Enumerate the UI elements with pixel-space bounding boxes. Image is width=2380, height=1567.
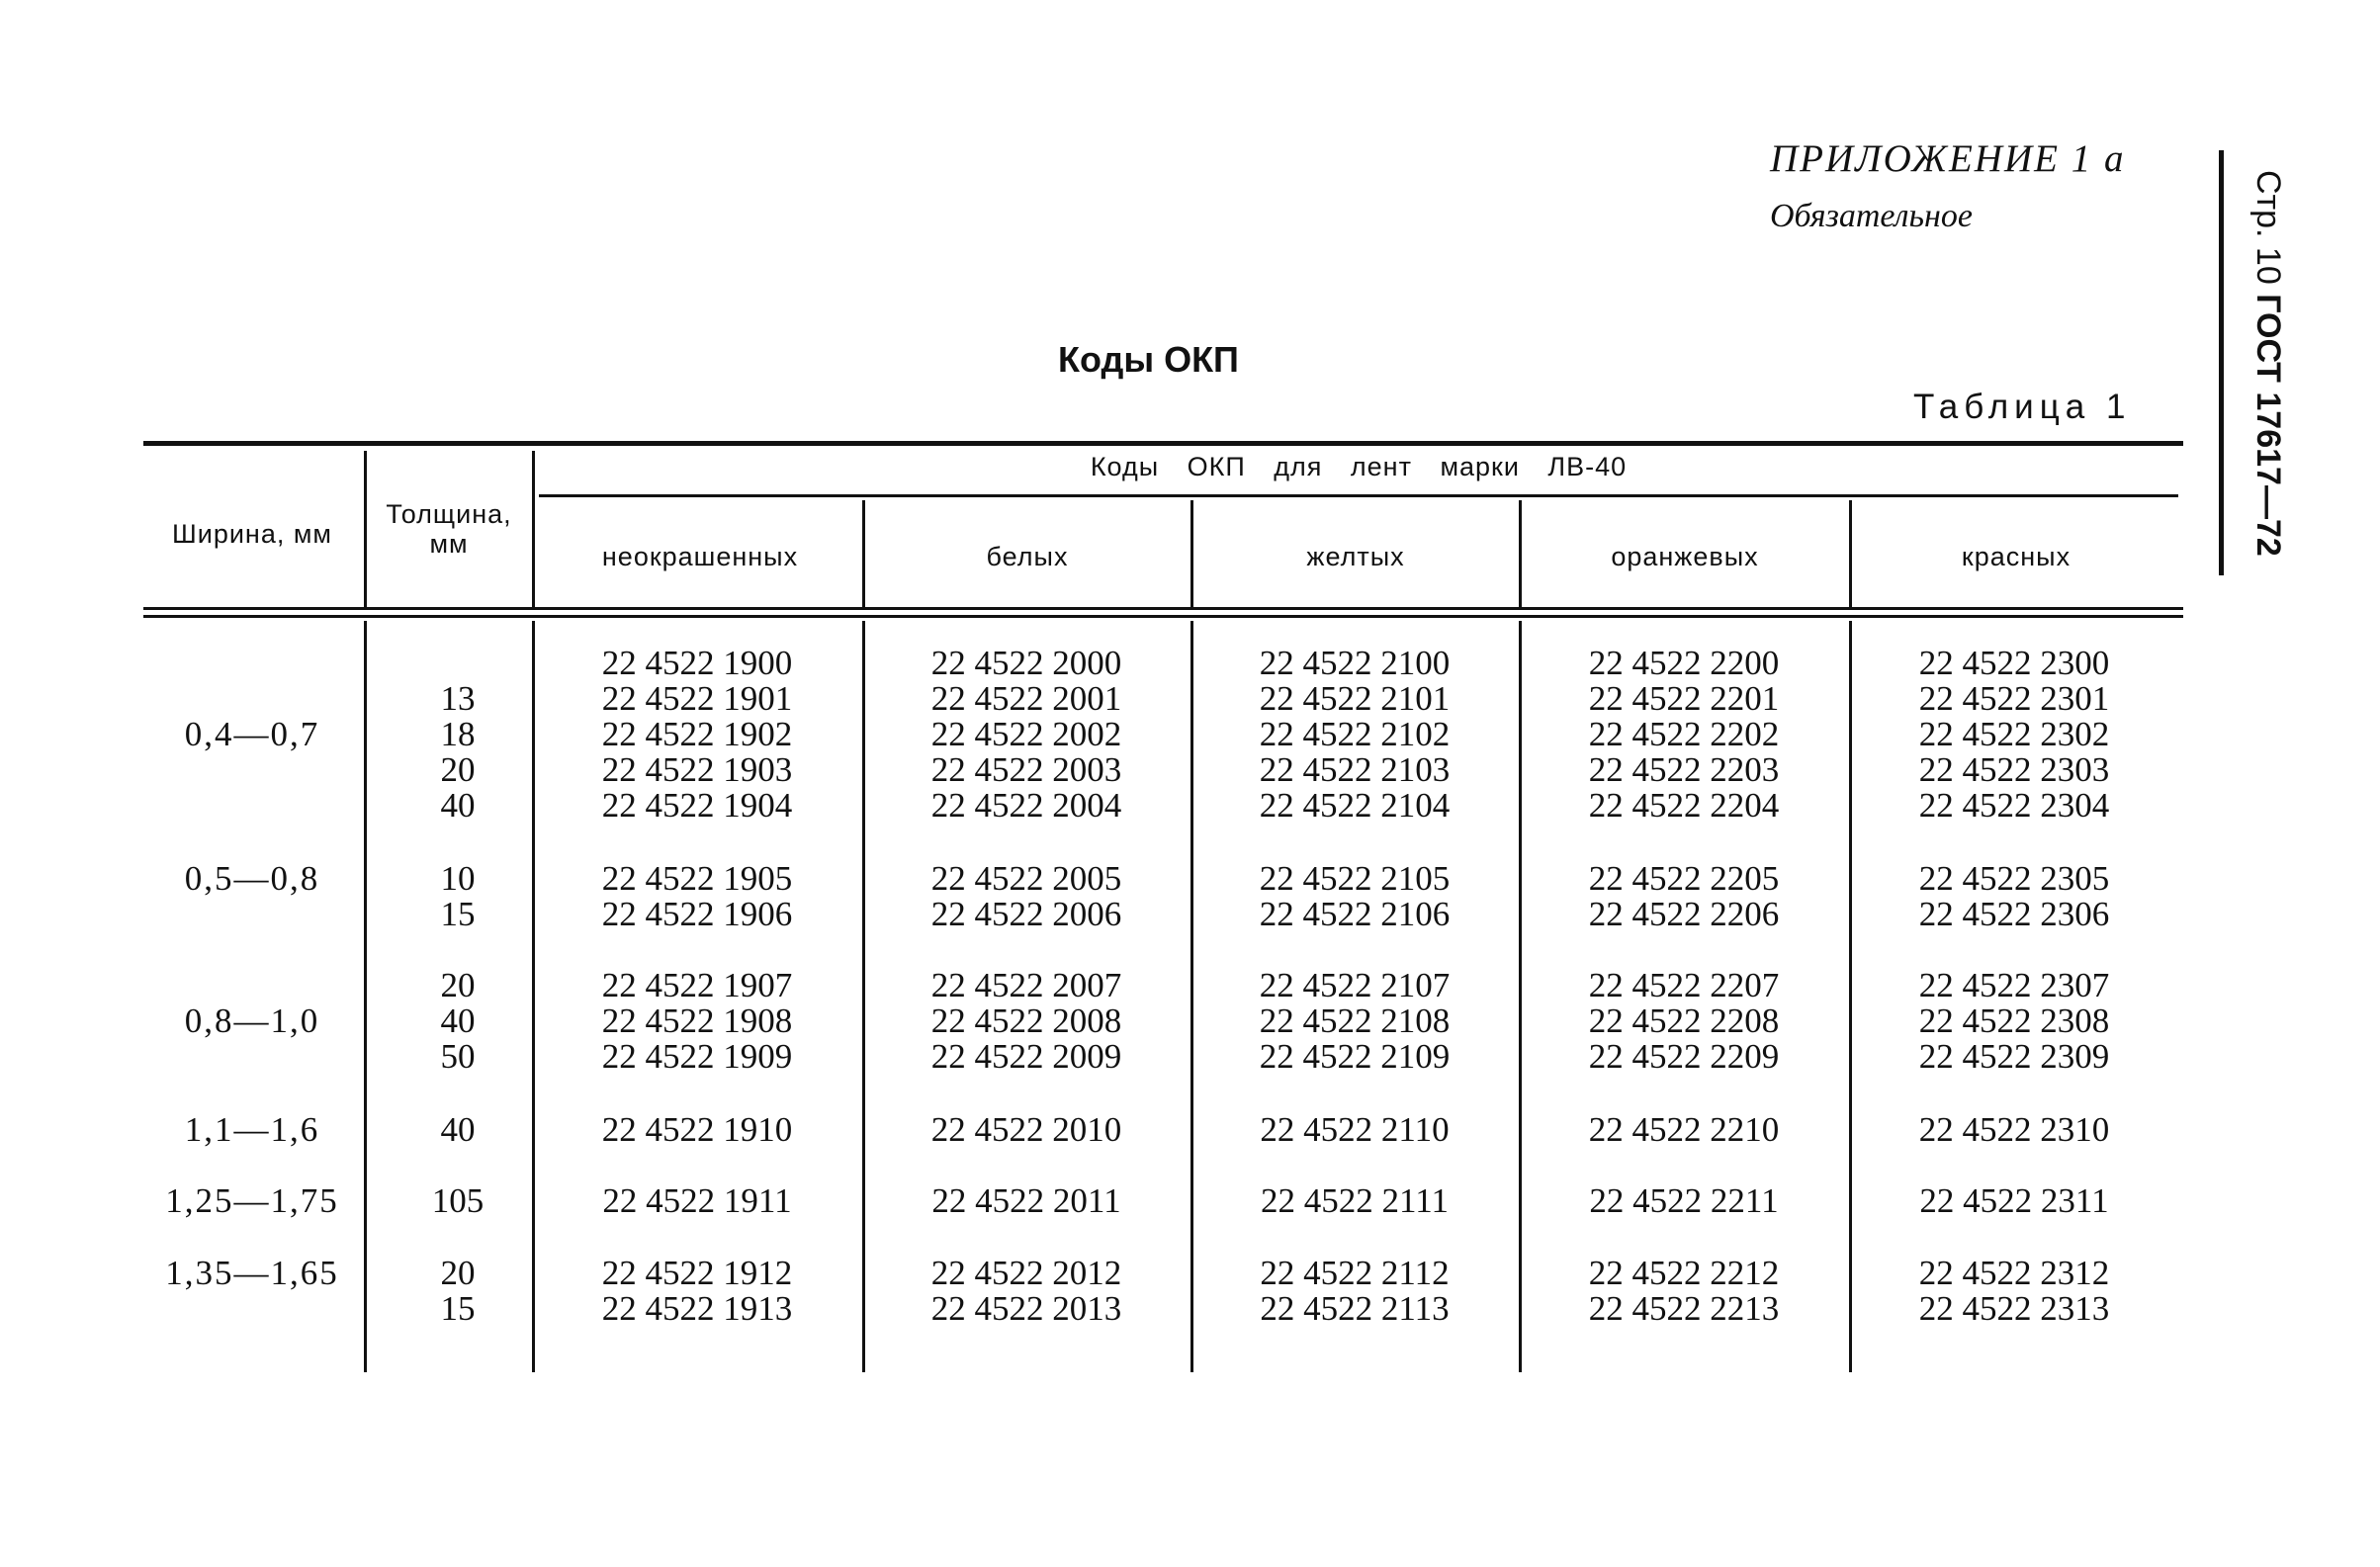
okp-code: 22 4522 2104 — [1259, 786, 1451, 825]
thickness-values — [394, 861, 522, 932]
okp-code: 22 4522 1901 — [601, 679, 793, 718]
code-column-неокрашенных — [534, 646, 860, 824]
thickness-value: 15 — [440, 895, 476, 933]
header-width: Ширина, мм — [172, 519, 332, 549]
code-column-белых — [863, 1112, 1190, 1148]
okp-code: 22 4522 2311 — [1919, 1181, 2109, 1220]
thickness-value: 40 — [440, 786, 476, 825]
okp-code: 22 4522 2203 — [1588, 750, 1780, 789]
code-column-красных — [1851, 968, 2177, 1075]
thickness-values — [394, 1183, 522, 1219]
okp-code: 22 4522 2007 — [930, 966, 1122, 1004]
okp-code: 22 4522 2211 — [1589, 1181, 1779, 1220]
okp-code: 22 4522 2303 — [1918, 750, 2110, 789]
okp-code: 22 4522 1907 — [601, 966, 793, 1004]
header-color-red: красных — [1961, 542, 2071, 571]
okp-code: 22 4522 1905 — [601, 859, 793, 898]
side-rule — [2219, 150, 2224, 575]
width-value: 1,35—1,65 — [165, 1254, 339, 1292]
code-column-желтых — [1191, 861, 1518, 932]
code-column-оранжевых — [1521, 968, 1847, 1075]
code-column-красных — [1851, 861, 2177, 932]
okp-code: 22 4522 2308 — [1918, 1001, 2110, 1040]
code-column-белых — [863, 861, 1190, 932]
header-bottom-rule-2 — [143, 615, 2183, 618]
side-page-label: Стр. 10 — [2249, 170, 2287, 285]
okp-code: 22 4522 2103 — [1259, 750, 1451, 789]
header-color-white: белых — [986, 542, 1069, 571]
okp-code: 22 4522 2003 — [930, 750, 1122, 789]
table-top-rule — [143, 441, 2183, 446]
okp-code: 22 4522 2008 — [930, 1001, 1122, 1040]
thickness-values — [394, 1112, 522, 1148]
code-column-белых — [863, 1183, 1190, 1219]
thickness-value — [394, 646, 522, 681]
code-column-оранжевых — [1521, 646, 1847, 824]
header-color-unpainted: неокрашенных — [601, 542, 799, 571]
okp-code: 22 4522 2304 — [1918, 786, 2110, 825]
col-divider-2 — [1190, 500, 1193, 607]
okp-code: 22 4522 2006 — [930, 895, 1122, 933]
okp-code: 22 4522 2112 — [1260, 1254, 1450, 1292]
thickness-value: 18 — [440, 715, 476, 753]
okp-code: 22 4522 1903 — [601, 750, 793, 789]
code-column-желтых — [1191, 1256, 1518, 1327]
header-thickness — [368, 499, 530, 559]
thickness-value: 20 — [440, 1254, 476, 1292]
okp-code: 22 4522 2009 — [930, 1037, 1122, 1076]
col-divider-3 — [1519, 500, 1522, 607]
table-title: Коды ОКП — [1058, 339, 1239, 380]
okp-code: 22 4522 2100 — [1259, 644, 1451, 682]
okp-code: 22 4522 2305 — [1918, 859, 2110, 898]
okp-code: 22 4522 2306 — [1918, 895, 2110, 933]
okp-code: 22 4522 2101 — [1259, 679, 1451, 718]
code-column-белых — [863, 968, 1190, 1075]
okp-code: 22 4522 2307 — [1918, 966, 2110, 1004]
appendix-title: ПРИЛОЖЕНИЕ 1 а — [1770, 137, 2126, 180]
okp-code: 22 4522 2202 — [1588, 715, 1780, 753]
thickness-values — [394, 646, 522, 824]
col-divider-4 — [1849, 500, 1852, 607]
okp-code: 22 4522 1913 — [601, 1289, 793, 1328]
side-header — [2248, 170, 2287, 557]
okp-code: 22 4522 1908 — [601, 1001, 793, 1040]
code-column-оранжевых — [1521, 861, 1847, 932]
code-column-белых — [863, 1256, 1190, 1327]
thickness-value: 40 — [440, 1001, 476, 1040]
side-standard-label: ГОСТ 17617—72 — [2249, 294, 2287, 557]
okp-code: 22 4522 2204 — [1588, 786, 1780, 825]
code-column-неокрашенных — [534, 1112, 860, 1148]
thickness-value: 15 — [440, 1289, 476, 1328]
code-column-белых — [863, 646, 1190, 824]
code-column-красных — [1851, 1183, 2177, 1219]
okp-code: 22 4522 2309 — [1918, 1037, 2110, 1076]
col-divider-width — [364, 451, 367, 607]
okp-code: 22 4522 2005 — [930, 859, 1122, 898]
okp-code: 22 4522 2110 — [1260, 1110, 1450, 1149]
okp-code: 22 4522 1912 — [601, 1254, 793, 1292]
okp-code: 22 4522 2102 — [1259, 715, 1451, 753]
okp-code: 22 4522 2301 — [1918, 679, 2110, 718]
thickness-value: 10 — [440, 859, 476, 898]
code-column-неокрашенных — [534, 861, 860, 932]
table-number: Таблица 1 — [1913, 388, 2132, 426]
okp-code: 22 4522 2312 — [1918, 1254, 2110, 1292]
header-thickness-line2: мм — [429, 529, 469, 559]
okp-code: 22 4522 1900 — [601, 644, 793, 682]
width-value: 1,25—1,75 — [165, 1181, 339, 1220]
code-column-неокрашенных — [534, 1256, 860, 1327]
thickness-value: 20 — [440, 966, 476, 1004]
appendix-subtitle: Обязательное — [1770, 198, 1973, 234]
okp-code: 22 4522 2013 — [930, 1289, 1122, 1328]
col-divider-1 — [862, 500, 865, 607]
okp-code: 22 4522 2207 — [1588, 966, 1780, 1004]
header-thickness-line1: Толщина, — [386, 499, 512, 529]
okp-code: 22 4522 2206 — [1588, 895, 1780, 933]
okp-code: 22 4522 2213 — [1588, 1289, 1780, 1328]
okp-code: 22 4522 2012 — [930, 1254, 1122, 1292]
col-divider-thickness — [532, 451, 535, 607]
okp-code: 22 4522 2209 — [1588, 1037, 1780, 1076]
thickness-value: 13 — [440, 679, 476, 718]
code-column-красных — [1851, 646, 2177, 824]
header-color-orange: оранжевых — [1611, 542, 1759, 571]
okp-code: 22 4522 2002 — [930, 715, 1122, 753]
code-column-красных — [1851, 1112, 2177, 1148]
okp-code: 22 4522 1904 — [601, 786, 793, 825]
okp-code: 22 4522 1910 — [601, 1110, 793, 1149]
okp-code: 22 4522 2310 — [1918, 1110, 2110, 1149]
okp-code: 22 4522 2107 — [1259, 966, 1451, 1004]
okp-code: 22 4522 1909 — [601, 1037, 793, 1076]
thickness-value: 50 — [440, 1037, 476, 1076]
okp-code: 22 4522 2300 — [1918, 644, 2110, 682]
width-value: 0,5—0,8 — [184, 859, 320, 898]
okp-code: 22 4522 2210 — [1588, 1110, 1780, 1149]
header-group: Коды ОКП для лент марки ЛВ-40 — [1090, 452, 1628, 481]
width-value: 0,8—1,0 — [184, 1001, 320, 1040]
code-column-желтых — [1191, 1183, 1518, 1219]
okp-code: 22 4522 2108 — [1259, 1001, 1451, 1040]
okp-code: 22 4522 2011 — [931, 1181, 1121, 1220]
thickness-value: 20 — [440, 750, 476, 789]
okp-code: 22 4522 2105 — [1259, 859, 1451, 898]
code-column-желтых — [1191, 968, 1518, 1075]
okp-code: 22 4522 2010 — [930, 1110, 1122, 1149]
width-value: 1,1—1,6 — [184, 1110, 320, 1149]
code-column-желтых — [1191, 1112, 1518, 1148]
okp-code: 22 4522 2313 — [1918, 1289, 2110, 1328]
code-column-желтых — [1191, 646, 1518, 824]
okp-code: 22 4522 1911 — [602, 1181, 792, 1220]
thickness-value: 40 — [440, 1110, 476, 1149]
thickness-values — [394, 968, 522, 1075]
header-color-yellow: желтых — [1306, 542, 1405, 571]
code-column-оранжевых — [1521, 1183, 1847, 1219]
code-column-неокрашенных — [534, 968, 860, 1075]
okp-code: 22 4522 2109 — [1259, 1037, 1451, 1076]
code-column-оранжевых — [1521, 1256, 1847, 1327]
okp-code: 22 4522 2004 — [930, 786, 1122, 825]
okp-code: 22 4522 2201 — [1588, 679, 1780, 718]
okp-code: 22 4522 2001 — [930, 679, 1122, 718]
code-column-оранжевых — [1521, 1112, 1847, 1148]
okp-code: 22 4522 2205 — [1588, 859, 1780, 898]
okp-code: 22 4522 2000 — [930, 644, 1122, 682]
okp-code: 22 4522 2106 — [1259, 895, 1451, 933]
okp-code: 22 4522 1902 — [601, 715, 793, 753]
group-header-rule — [539, 494, 2178, 497]
okp-code: 22 4522 2200 — [1588, 644, 1780, 682]
thickness-values — [394, 1256, 522, 1327]
okp-code: 22 4522 2212 — [1588, 1254, 1780, 1292]
code-column-красных — [1851, 1256, 2177, 1327]
thickness-value: 105 — [431, 1181, 485, 1220]
okp-code: 22 4522 2113 — [1260, 1289, 1450, 1328]
header-bottom-rule-1 — [143, 607, 2183, 610]
okp-code: 22 4522 2302 — [1918, 715, 2110, 753]
okp-code: 22 4522 2208 — [1588, 1001, 1780, 1040]
okp-code: 22 4522 2111 — [1261, 1181, 1449, 1220]
code-column-неокрашенных — [534, 1183, 860, 1219]
width-value: 0,4—0,7 — [184, 715, 320, 753]
okp-code: 22 4522 1906 — [601, 895, 793, 933]
